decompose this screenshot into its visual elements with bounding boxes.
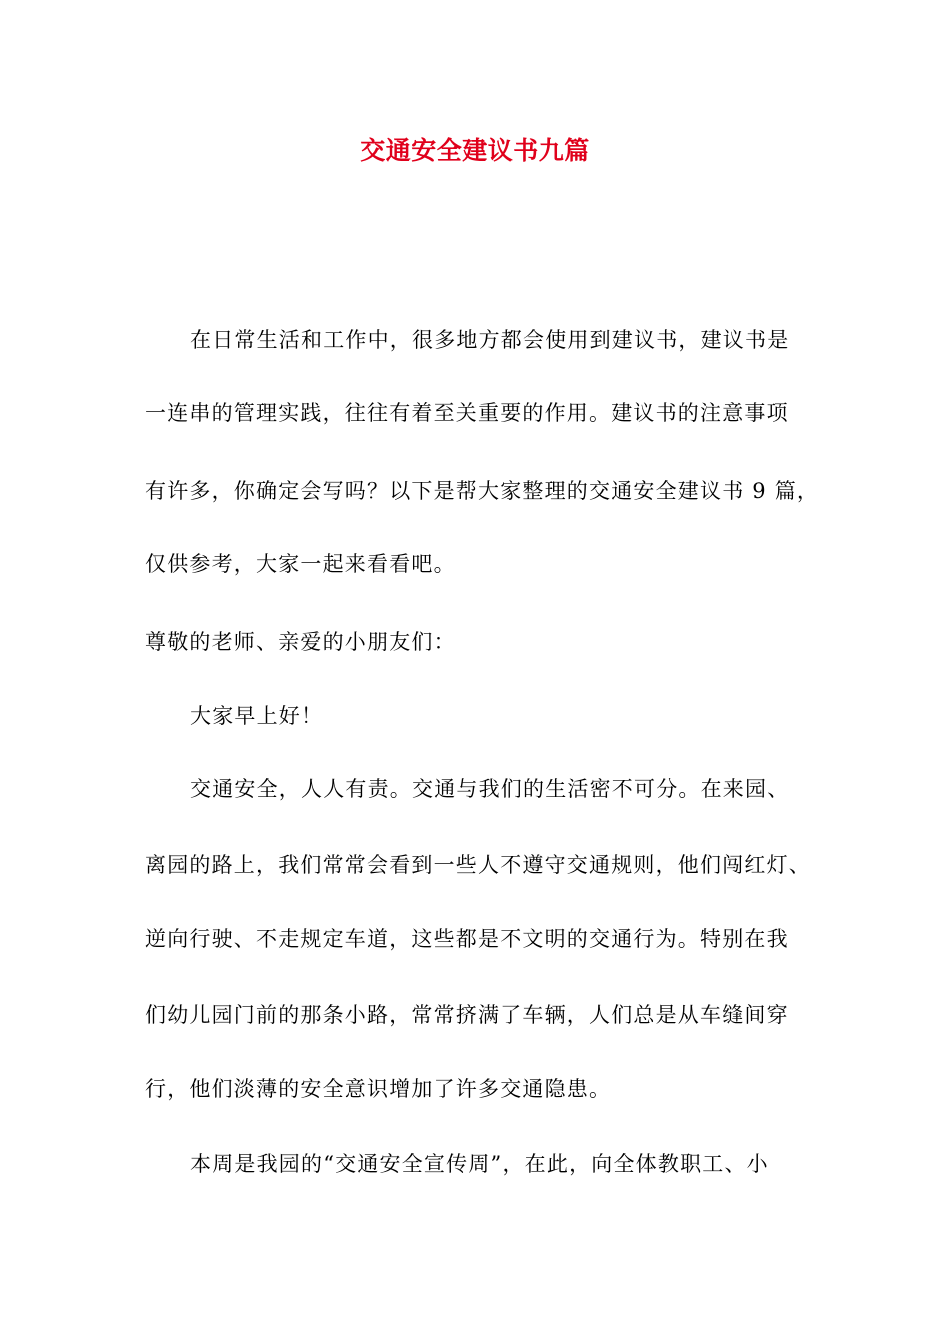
paragraph-line: 有许多，你确定会写吗？以下是帮大家整理的交通安全建议书 9 篇， <box>145 479 820 503</box>
paragraph-line: 逆向行驶、不走规定车道，这些都是不文明的交通行为。特别在我 <box>145 927 789 951</box>
greeting-line: 大家早上好！ <box>190 704 324 728</box>
paragraph-line: 交通安全，人人有责。交通与我们的生活密不可分。在来园、 <box>190 777 790 801</box>
paragraph-line: 离园的路上，我们常常会看到一些人不遵守交通规则，他们闯红灯、 <box>145 853 811 877</box>
salutation-line: 尊敬的老师、亲爱的小朋友们： <box>145 630 456 654</box>
paragraph-line: 本周是我园的“交通安全宣传周”，在此，向全体教职工、小 <box>190 1152 769 1176</box>
paragraph-line: 仅供参考，大家一起来看看吧。 <box>145 552 456 576</box>
paragraph-line: 行，他们淡薄的安全意识增加了许多交通隐患。 <box>145 1077 612 1101</box>
paragraph-line: 们幼儿园门前的那条小路，常常挤满了车辆，人们总是从车缝间穿 <box>145 1003 789 1027</box>
paragraph-line: 在日常生活和工作中，很多地方都会使用到建议书，建议书是 <box>190 328 790 352</box>
document-title: 交通安全建议书九篇 <box>360 136 590 165</box>
paragraph-line: 一连串的管理实践，往往有着至关重要的作用。建议书的注意事项 <box>145 401 789 425</box>
